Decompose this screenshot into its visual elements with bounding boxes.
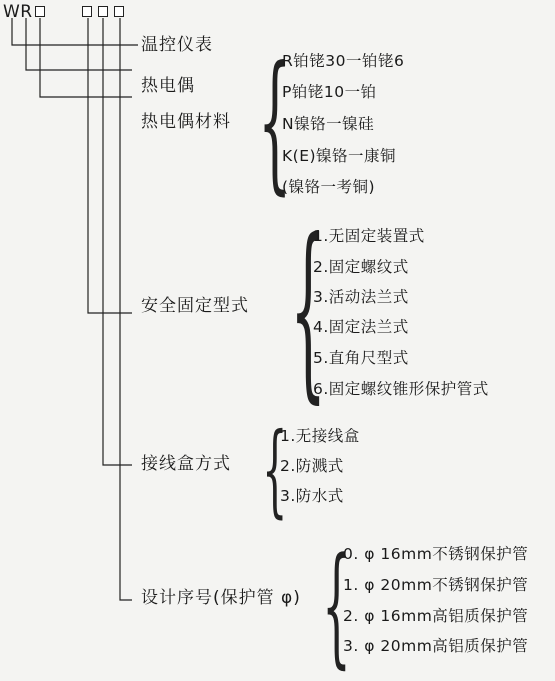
- code-slot-2: [82, 6, 92, 17]
- category-material: 热电偶材料: [141, 112, 231, 132]
- code-prefix: WR: [3, 2, 33, 22]
- junction-box-option: 3.防水式: [280, 487, 344, 505]
- material-option: R铂铑30一铂铑6: [282, 52, 405, 70]
- category-mounting: 安全固定型式: [141, 296, 249, 316]
- line-material: [40, 18, 132, 97]
- code-slot-3: [98, 6, 108, 17]
- design-option: 3. φ 20mm高铝质保护管: [343, 637, 529, 655]
- line-junction-box: [103, 18, 132, 465]
- brace-mounting: {: [290, 199, 327, 420]
- mounting-option: 6.固定螺纹锥形保护管式: [313, 380, 489, 398]
- mounting-option: 3.活动法兰式: [313, 288, 409, 306]
- brace-junction-box: {: [262, 411, 288, 528]
- design-option: 1. φ 20mm不锈钢保护管: [343, 576, 529, 594]
- mounting-option: 2.固定螺纹式: [313, 258, 409, 276]
- brace-material: {: [258, 35, 292, 209]
- category-thermocouple: 热电偶: [141, 76, 195, 96]
- material-option: (镍铬一考铜): [282, 178, 376, 196]
- material-option: P铂铑10一铂: [282, 83, 377, 101]
- category-design-no: 设计序号(保护管 φ): [141, 588, 301, 608]
- mounting-option: 1.无固定装置式: [313, 227, 425, 245]
- line-design: [120, 18, 132, 600]
- mounting-option: 5.直角尺型式: [313, 349, 409, 367]
- category-thermometer: 温控仪表: [141, 35, 213, 55]
- code-slot-1: [35, 6, 45, 17]
- material-option: K(E)镍铬一康铜: [282, 147, 397, 165]
- mounting-option: 4.固定法兰式: [313, 318, 409, 336]
- junction-box-option: 1.无接线盒: [280, 427, 360, 445]
- line-mounting: [88, 18, 132, 313]
- design-option: 0. φ 16mm不锈钢保护管: [343, 545, 529, 563]
- material-option: N镍铬一镍硅: [282, 115, 375, 133]
- code-slot-4: [114, 6, 124, 17]
- design-option: 2. φ 16mm高铝质保护管: [343, 607, 529, 625]
- line-thermocouple: [26, 18, 132, 70]
- category-junction-box: 接线盒方式: [141, 454, 231, 474]
- junction-box-option: 2.防溅式: [280, 457, 344, 475]
- brace-design-no: {: [322, 529, 351, 681]
- line-thermometer: [12, 18, 138, 45]
